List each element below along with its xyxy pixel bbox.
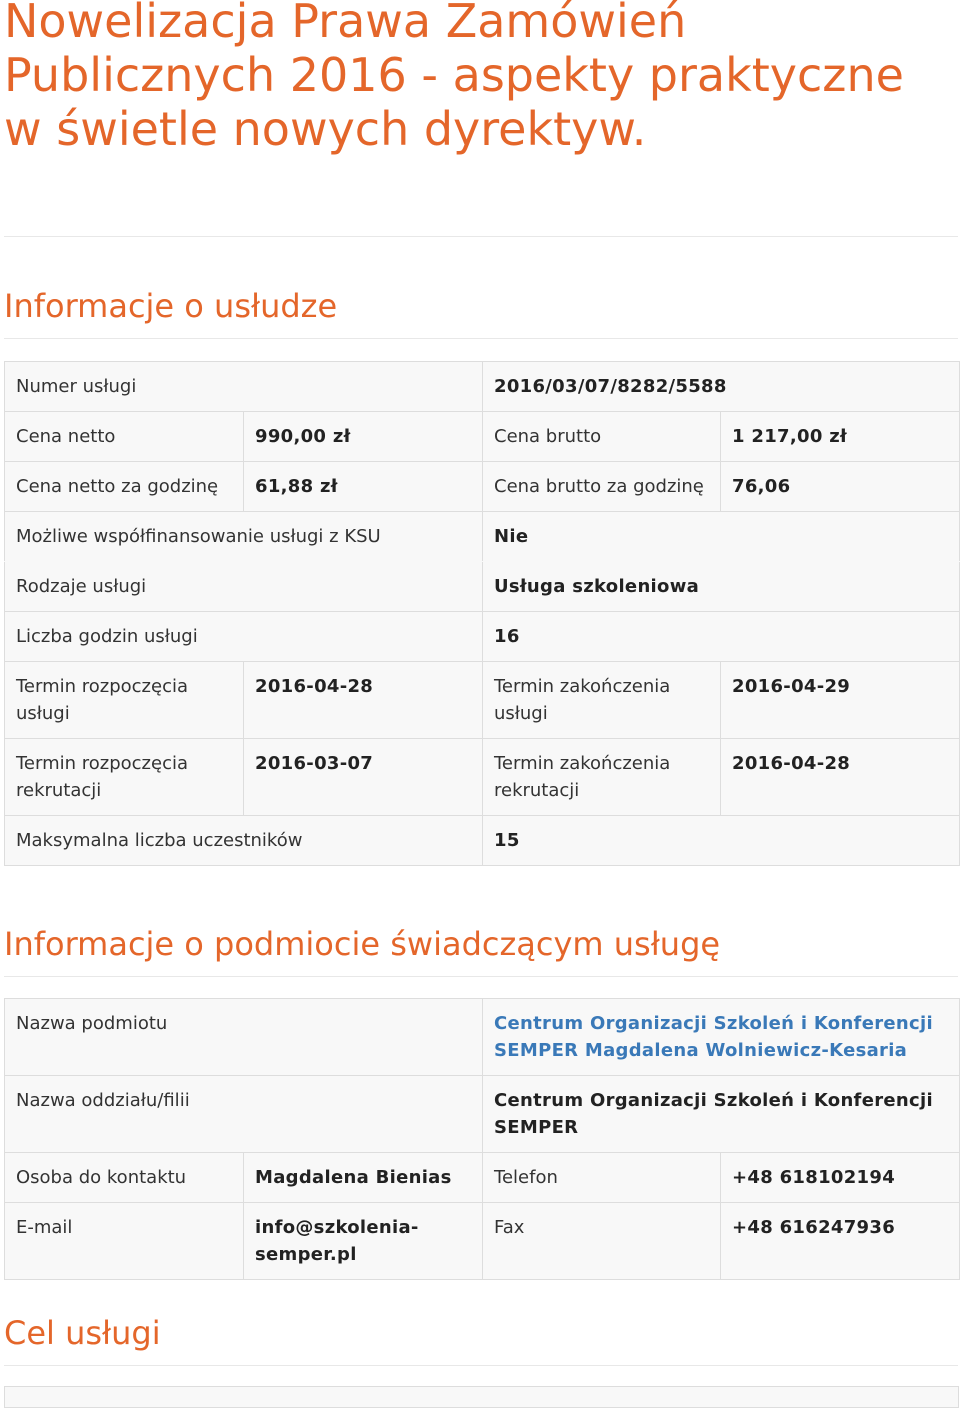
section-divider	[4, 1365, 958, 1366]
service-end-label: Termin zakończenia usługi	[483, 662, 721, 739]
email-label: E-mail	[5, 1203, 244, 1280]
title-divider	[4, 236, 958, 237]
service-start-value: 2016-04-28	[244, 662, 483, 739]
service-info-table	[4, 361, 960, 866]
service-end-value: 2016-04-29	[721, 662, 960, 739]
table-row	[5, 412, 960, 462]
recruitment-start-value: 2016-03-07	[244, 739, 483, 816]
net-hourly-price-value: 61,88 zł	[244, 462, 483, 512]
table-row	[5, 1203, 960, 1280]
net-price-label: Cena netto	[5, 412, 244, 462]
table-row	[5, 362, 960, 412]
fax-label: Fax	[483, 1203, 721, 1280]
phone-value: +48 618102194	[721, 1153, 960, 1203]
table-row	[5, 816, 960, 866]
contact-person-value: Magdalena Bienias	[244, 1153, 483, 1203]
branch-name-label: Nazwa oddziału/filii	[5, 1076, 483, 1153]
gross-hourly-price-label: Cena brutto za godzinę	[483, 462, 721, 512]
service-number-value: 2016/03/07/8282/5588	[483, 362, 960, 412]
provider-name-label: Nazwa podmiotu	[5, 999, 483, 1076]
section-heading-provider-info: Informacje o podmiocie świadczącym usługę	[4, 925, 721, 963]
hours-count-label: Liczba godzin usługi	[5, 612, 483, 662]
contact-person-label: Osoba do kontaktu	[5, 1153, 244, 1203]
section-heading-goal: Cel usługi	[4, 1314, 161, 1352]
service-type-label: Rodzaje usługi	[5, 562, 483, 612]
gross-price-label: Cena brutto	[483, 412, 721, 462]
cofinancing-value: Nie	[483, 512, 960, 562]
section-heading-service-info: Informacje o usłudze	[4, 287, 338, 325]
hours-count-value: 16	[483, 612, 960, 662]
section-divider	[4, 338, 958, 339]
recruitment-start-label: Termin rozpoczęcia rekrutacji	[5, 739, 244, 816]
service-type-value: Usługa szkoleniowa	[483, 562, 960, 612]
max-participants-label: Maksymalna liczba uczestników	[5, 816, 483, 866]
cofinancing-label: Możliwe współfinansowanie usługi z KSU	[5, 512, 483, 562]
service-start-label: Termin rozpoczęcia usługi	[5, 662, 244, 739]
max-participants-value: 15	[483, 816, 960, 866]
branch-name-value: Centrum Organizacji Szkoleń i Konferencji SEMPER	[483, 1076, 960, 1153]
table-row	[5, 562, 960, 612]
table-row	[5, 739, 960, 816]
fax-value: +48 616247936	[721, 1203, 960, 1280]
goal-content-box	[4, 1386, 959, 1408]
table-row	[5, 462, 960, 512]
section-divider	[4, 976, 958, 977]
table-row	[5, 1076, 960, 1153]
recruitment-end-label: Termin zakończenia rekrutacji	[483, 739, 721, 816]
table-row	[5, 999, 960, 1076]
page-title: Nowelizacja Prawa Zamówień Publicznych 2016 - aspekty praktyczne w świetle nowych dyrektyw.	[4, 0, 904, 156]
recruitment-end-value: 2016-04-28	[721, 739, 960, 816]
provider-name-link[interactable]: Centrum Organizacji Szkoleń i Konferencji SEMPER Magdalena Wolniewicz-Kesaria	[483, 999, 960, 1076]
service-number-label: Numer usługi	[5, 362, 483, 412]
net-price-value: 990,00 zł	[244, 412, 483, 462]
provider-info-table	[4, 998, 960, 1280]
net-hourly-price-label: Cena netto za godzinę	[5, 462, 244, 512]
email-value: info@szkolenia-semper.pl	[244, 1203, 483, 1280]
phone-label: Telefon	[483, 1153, 721, 1203]
table-row	[5, 1153, 960, 1203]
table-row	[5, 612, 960, 662]
gross-hourly-price-value: 76,06	[721, 462, 960, 512]
table-row	[5, 512, 960, 562]
table-row	[5, 662, 960, 739]
gross-price-value: 1 217,00 zł	[721, 412, 960, 462]
